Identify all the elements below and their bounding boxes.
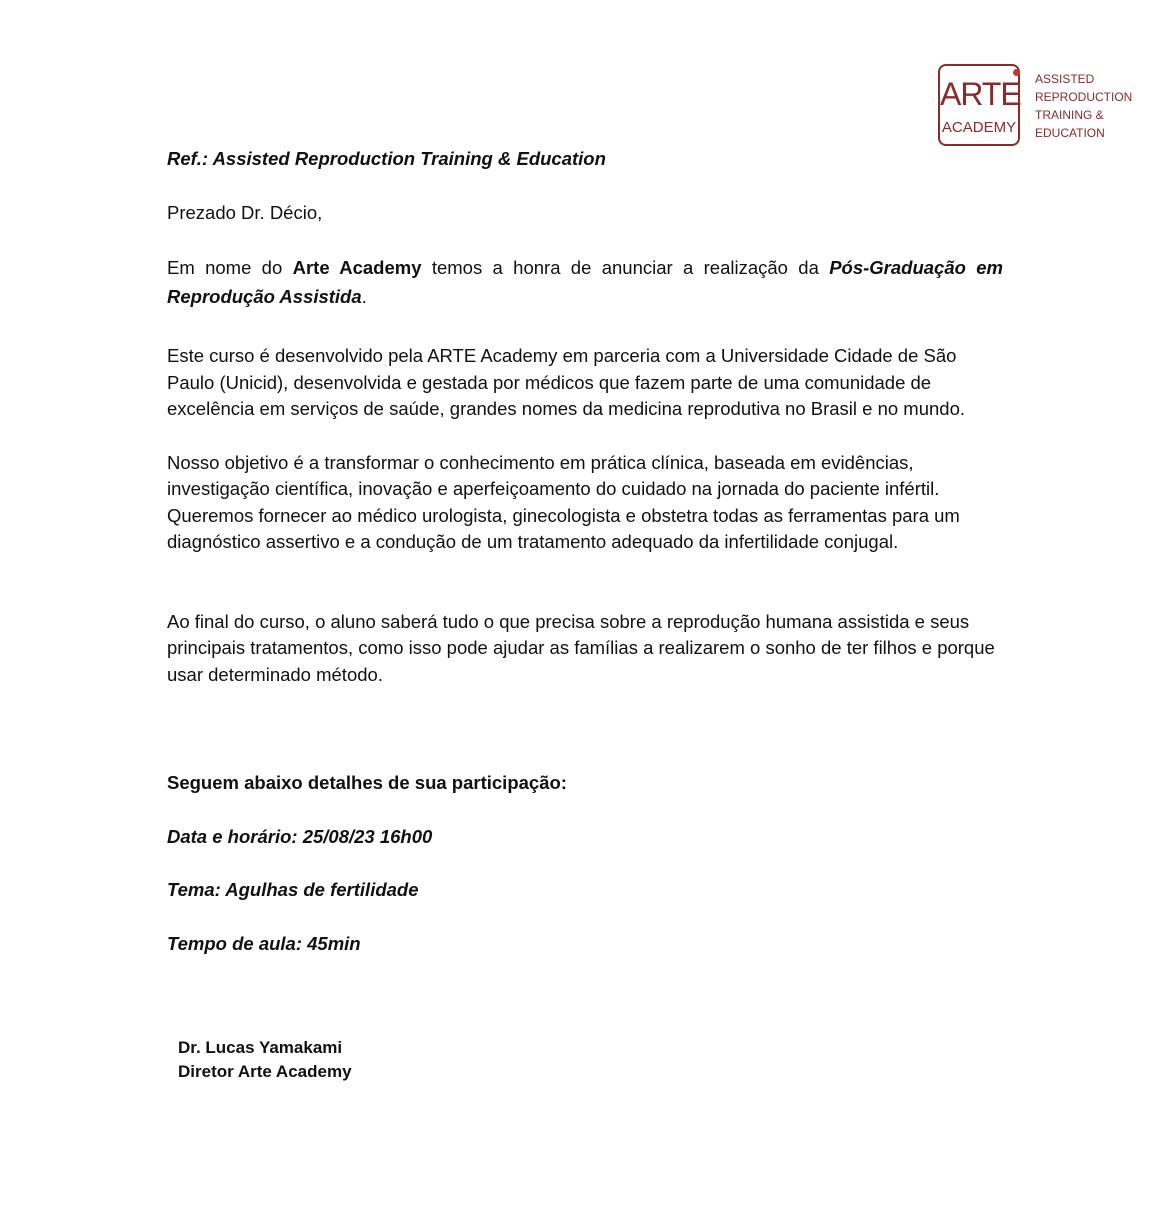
details-heading: Seguem abaixo detalhes de sua participação:	[167, 772, 567, 793]
detail-duration: Tempo de aula: 45min	[167, 932, 361, 954]
signature-name: Dr. Lucas Yamakami	[178, 1038, 343, 1057]
logo-tagline-line: REPRODUCTION	[1035, 90, 1133, 104]
logo-tagline-line: TRAINING &	[1035, 108, 1104, 122]
intro-paragraph	[167, 253, 1003, 311]
intro-org: Arte Academy	[292, 257, 422, 278]
intro-pre: Em nome do	[167, 257, 293, 278]
detail-theme: Tema: Agulhas de fertilidade	[167, 879, 419, 900]
logo-dot	[1013, 69, 1020, 76]
paragraph-objective: Nosso objetivo é a transformar o conhecimento em prática clínica, baseada em evidências, investigação científica, inovação e aperfeiçoamento do cuidado na jornada do paciente infértil. Queremos fornecer ao médico urologista, ginecologista e obstetra todas as ferramentas para um diagnóstico assertivo e a condução de um tratamento adequado da infertilidade conjugal.	[167, 451, 960, 552]
logo-tagline-line: ASSISTED	[1035, 72, 1095, 86]
logo-tagline-line: EDUCATION	[1035, 126, 1105, 140]
intro-end: .	[361, 286, 367, 307]
logo-mark	[938, 64, 1020, 146]
intro-mid: temos a honra de anunciar a realização da	[421, 257, 830, 278]
signature-title: Diretor Arte Academy	[178, 1062, 352, 1081]
letter-body	[167, 146, 1003, 957]
reference-line: Ref.: Assisted Reproduction Training & Education	[167, 148, 606, 169]
greeting: Prezado Dr. Décio,	[167, 201, 323, 223]
logo-arte-text: ARTE	[940, 76, 1021, 112]
signature-block	[178, 1036, 352, 1084]
logo-tagline	[1035, 70, 1133, 142]
detail-datetime: Data e horário: 25/08/23 16h00	[167, 825, 433, 847]
intro-course: Pós-Graduação em Reprodução Assistida	[167, 257, 1003, 307]
arte-academy-logo	[928, 52, 1133, 156]
paragraph-outcome: Ao final do curso, o aluno saberá tudo o que precisa sobre a reprodução humana assistida e seus principais tratamentos, como isso pode ajudar as famílias a realizarem o sonho de ter filhos e porque usar determinado método.	[167, 610, 995, 685]
logo-academy-text: ACADEMY	[941, 119, 1017, 136]
paragraph-course: Este curso é desenvolvido pela ARTE Academy em parceria com a Universidade Cidade de São Paulo (Unicid), desenvolvida e gestada por médicos que fazem parte de uma comunidade de excelência em serviços de saúde, grandes nomes da medicina reprodutiva no Brasil e no mundo.	[167, 345, 966, 419]
